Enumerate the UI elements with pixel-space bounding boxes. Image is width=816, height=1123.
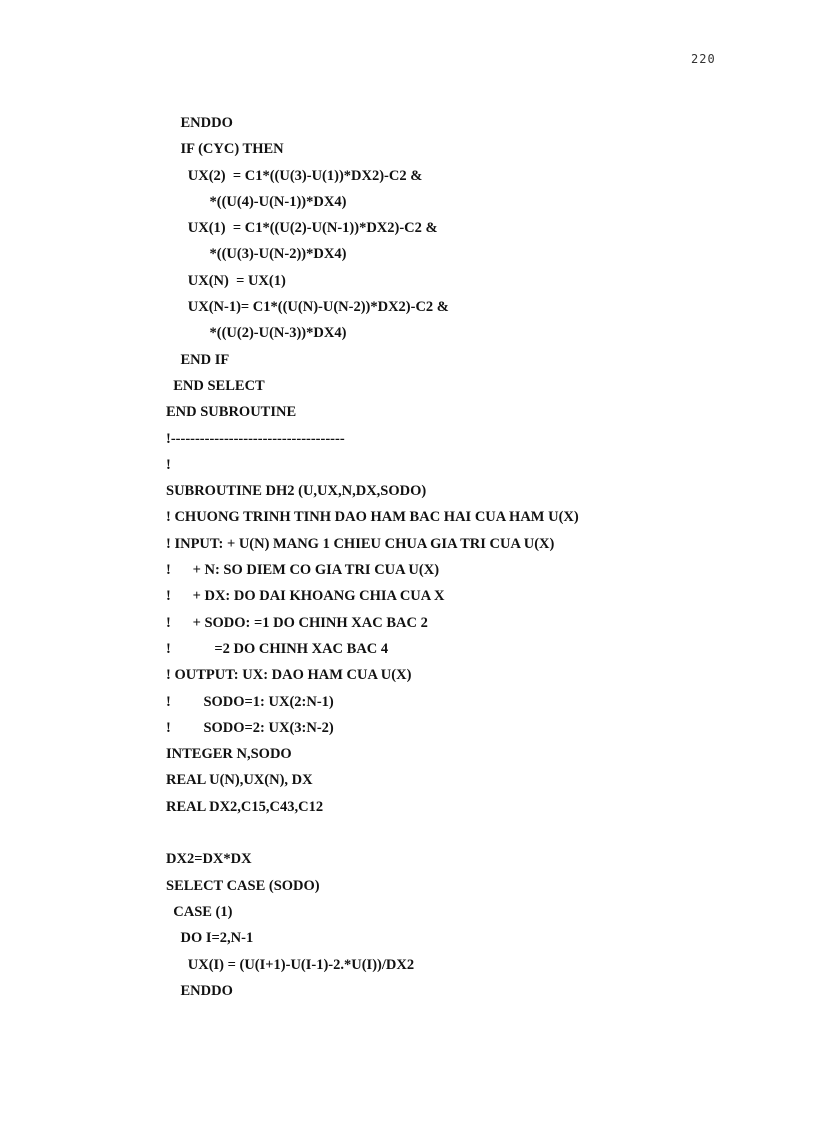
- code-line: UX(2) = C1*((U(3)-U(1))*DX2)-C2 &: [166, 167, 423, 184]
- blank-line: [166, 824, 579, 850]
- code-line: ENDDO: [166, 115, 233, 131]
- code-line: END IF: [166, 351, 230, 368]
- code-line: ! + N: SO DIEM CO GIA TRI CUA U(X): [166, 562, 440, 579]
- code-line: INTEGER N,SODO: [166, 746, 292, 763]
- code-line: REAL DX2,C15,C43,C12: [166, 798, 324, 815]
- code-listing: [166, 114, 579, 1008]
- code-line: DX2=DX*DX: [166, 851, 252, 868]
- code-line: *((U(4)-U(N-1))*DX4): [166, 193, 347, 210]
- code-line: *((U(2)-U(N-3))*DX4): [166, 325, 347, 342]
- code-line: END SELECT: [166, 377, 265, 394]
- code-line: ! OUTPUT: UX: DAO HAM CUA U(X): [166, 667, 412, 684]
- code-line: SELECT CASE (SODO): [166, 877, 320, 894]
- code-line: ! INPUT: + U(N) MANG 1 CHIEU CHUA GIA TRI CUA U(X): [166, 535, 555, 552]
- comment-divider: !------------------------------------: [166, 430, 345, 447]
- code-line: ! CHUONG TRINH TINH DAO HAM BAC HAI CUA HAM U(X): [166, 509, 579, 526]
- code-line: ENDDO: [166, 982, 233, 999]
- code-line: ! SODO=1: UX(2:N-1): [166, 693, 334, 710]
- code-line: ! =2 DO CHINH XAC BAC 4: [166, 640, 389, 657]
- code-line: UX(N) = UX(1): [166, 272, 286, 289]
- code-line: IF (CYC) THEN: [166, 141, 284, 158]
- code-line: ! SODO=2: UX(3:N-2): [166, 719, 334, 736]
- code-line: UX(1) = C1*((U(2)-U(N-1))*DX2)-C2 &: [166, 220, 438, 237]
- code-line: ! + SODO: =1 DO CHINH XAC BAC 2: [166, 614, 428, 631]
- code-line: *((U(3)-U(N-2))*DX4): [166, 246, 347, 263]
- code-line: !: [166, 456, 171, 473]
- code-line: UX(I) = (U(I+1)-U(I-1)-2.*U(I))/DX2: [166, 956, 415, 973]
- code-line: DO I=2,N-1: [166, 930, 254, 947]
- code-line: CASE (1): [166, 903, 233, 920]
- code-line: SUBROUTINE DH2 (U,UX,N,DX,SODO): [166, 483, 427, 500]
- code-line: END SUBROUTINE: [166, 404, 297, 421]
- code-line: UX(N-1)= C1*((U(N)-U(N-2))*DX2)-C2 &: [166, 299, 449, 316]
- code-line: ! + DX: DO DAI KHOANG CHIA CUA X: [166, 588, 445, 605]
- code-line: REAL U(N),UX(N), DX: [166, 772, 313, 789]
- page-number: 220: [691, 52, 716, 66]
